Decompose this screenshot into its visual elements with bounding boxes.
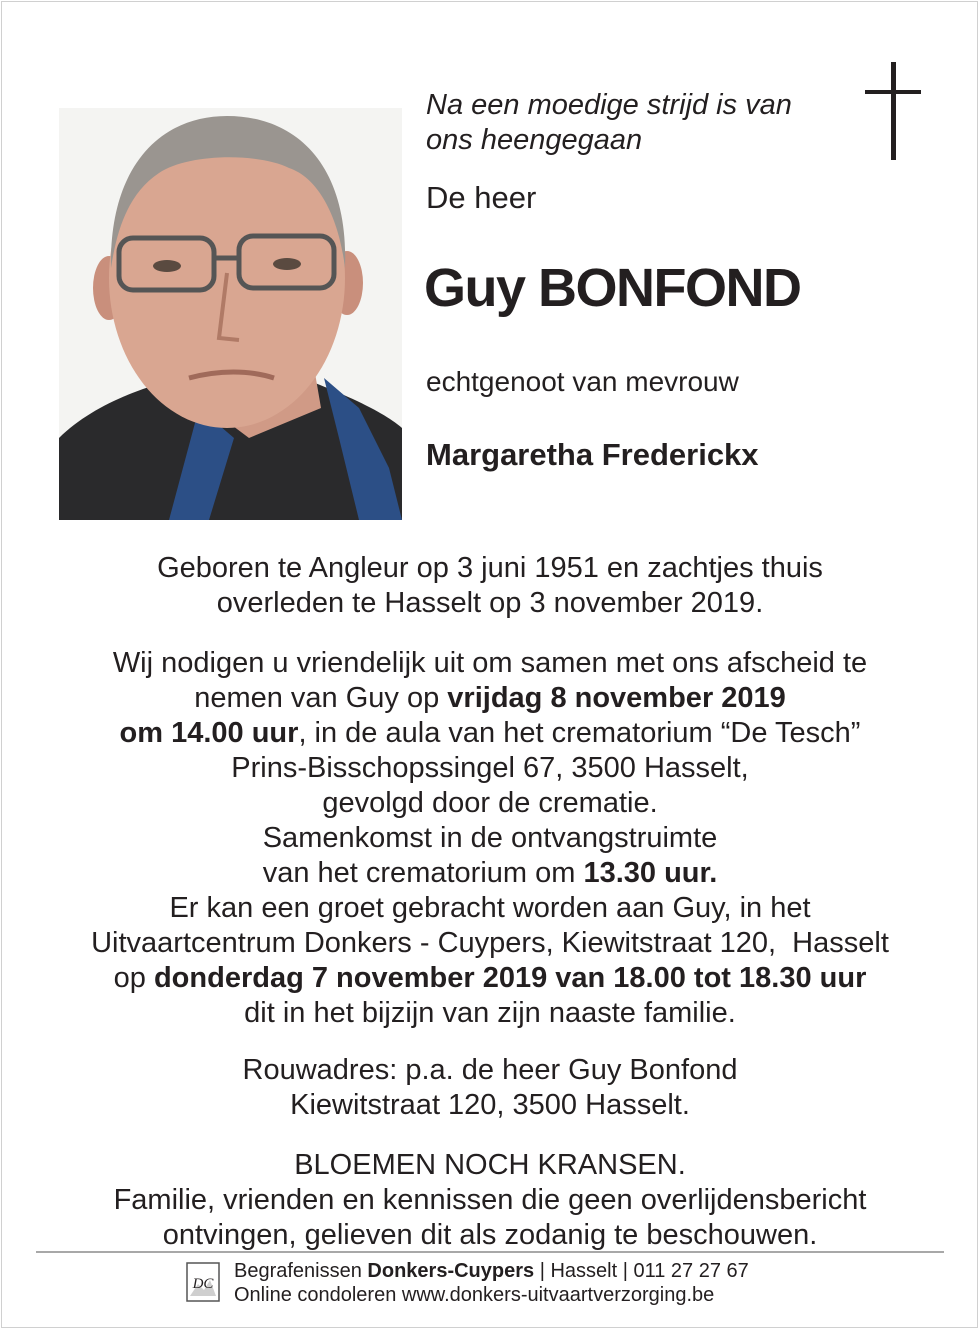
closing-line-1: BLOEMEN NOCH KRANSEN. [294, 1149, 686, 1181]
ceremony-line-7-text: van het crematorium om [262, 857, 584, 889]
ceremony-line-3-text: , in de aula van het crematorium “De Tesch” [298, 717, 861, 749]
intro-line-2: ons heengegaan [426, 124, 643, 156]
visitation-time: donderdag 7 november 2019 van 18.00 tot 18.30 uur [153, 962, 867, 994]
ceremony-line-5: gevolgd door de crematie. [322, 787, 658, 819]
footer-company: Donkers-Cuypers [367, 1260, 535, 1282]
gathering-time: 13.30 uur. [583, 857, 718, 889]
spouse-label: echtgenoot van mevrouw [426, 366, 739, 397]
spouse-name: Margaretha Frederickx [426, 437, 759, 472]
footer-contact: | Hasselt | 011 27 27 67 [534, 1260, 749, 1282]
portrait-photo [59, 108, 402, 520]
footer-text [234, 1259, 749, 1307]
svg-text:DC: DC [192, 1276, 214, 1292]
footer-line-1 [234, 1259, 749, 1283]
ceremony-line-10 [30, 961, 950, 996]
footer-line-2: Online condoleren www.donkers-uitvaartverzorging.be [234, 1284, 715, 1306]
closing-line-2: Familie, vrienden en kennissen die geen overlijdensbericht [113, 1184, 867, 1216]
funeral-home-logo [186, 1262, 220, 1302]
ceremony-line-9: Uitvaartcentrum Donkers - Cuypers, Kiewitstraat 120, Hasselt [91, 927, 889, 959]
ceremony-line-7 [30, 856, 950, 891]
address-line-1: Rouwadres: p.a. de heer Guy Bonfond [242, 1054, 738, 1086]
ceremony-line-1: Wij nodigen u vriendelijk uit om samen met ons afscheid te [112, 647, 868, 679]
ceremony-line-3 [30, 716, 950, 751]
ceremony-date: vrijdag 8 november 2019 [447, 682, 786, 714]
birth-paragraph [30, 551, 950, 621]
footer-divider [36, 1251, 944, 1253]
ceremony-time: om 14.00 uur [119, 717, 299, 749]
title-text: De heer [426, 180, 537, 215]
ceremony-line-6: Samenkomst in de ontvangstruimte [262, 822, 718, 854]
intro-text [426, 88, 846, 158]
cross-icon [862, 62, 922, 160]
birth-line-1: Geboren te Angleur op 3 juni 1951 en zachtjes thuis [157, 552, 823, 584]
ceremony-line-10-text: op [113, 962, 154, 994]
address-line-2: Kiewitstraat 120, 3500 Hasselt. [290, 1089, 690, 1121]
closing-paragraph [30, 1148, 950, 1253]
ceremony-paragraph [30, 646, 950, 1031]
birth-line-2: overleden te Hasselt op 3 november 2019. [216, 587, 764, 619]
deceased-name: Guy BONFOND [424, 258, 801, 318]
address-paragraph [30, 1053, 950, 1123]
ceremony-line-2-text: nemen van Guy op [194, 682, 448, 714]
ceremony-line-2 [30, 681, 950, 716]
ceremony-line-4: Prins-Bisschopssingel 67, 3500 Hasselt, [231, 752, 749, 784]
ceremony-line-11: dit in het bijzijn van zijn naaste familie. [244, 997, 736, 1029]
footer-prefix: Begrafenissen [234, 1260, 368, 1282]
intro-line-1: Na een moedige strijd is van [426, 89, 792, 121]
closing-line-3: ontvingen, gelieven dit als zodanig te beschouwen. [162, 1219, 818, 1251]
ceremony-line-8: Er kan een groet gebracht worden aan Guy, in het [169, 892, 811, 924]
